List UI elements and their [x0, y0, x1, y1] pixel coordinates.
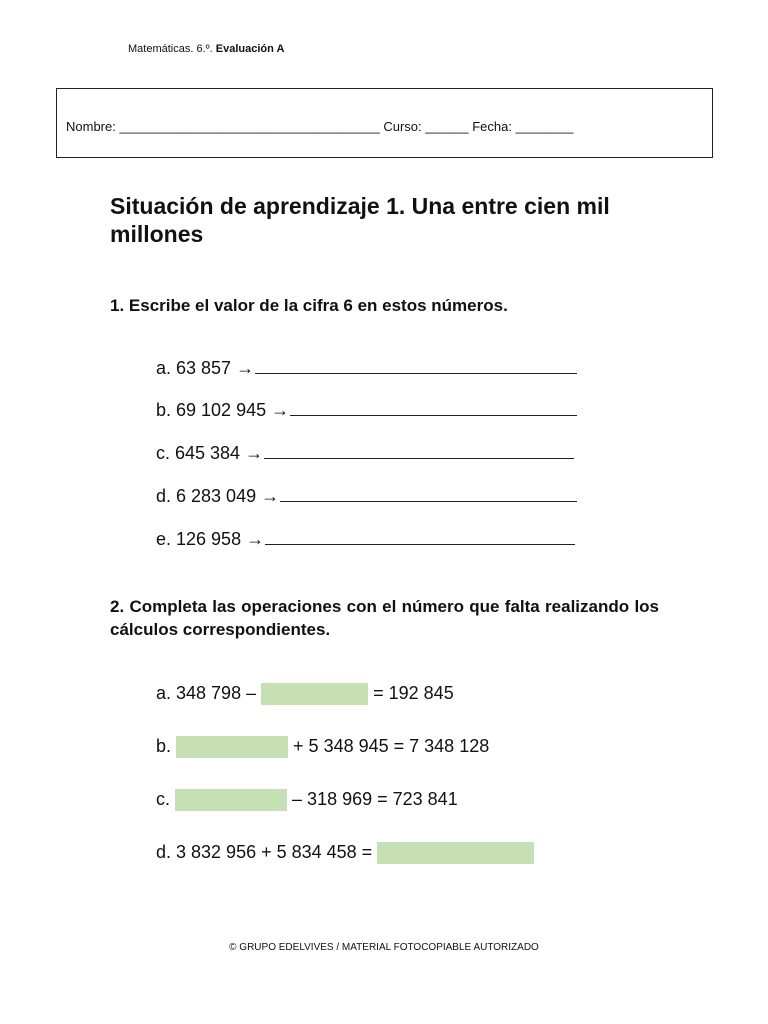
operation-right: – 318 969 = 723 841: [292, 789, 458, 809]
item-label: a. 63 857 →: [156, 358, 255, 378]
operation-right: + 5 348 945 = 7 348 128: [293, 736, 490, 756]
question-2-item-b: [156, 734, 489, 758]
question-1-item-d: [156, 483, 577, 507]
answer-box[interactable]: [261, 683, 368, 705]
item-label: c. 645 384 →: [156, 443, 264, 463]
answer-box[interactable]: [175, 789, 287, 811]
operation-left: b.: [156, 736, 172, 756]
header-subject: Matemáticas. 6.º.: [128, 43, 213, 55]
page-footer: © GRUPO EDELVIVES / MATERIAL FOTOCOPIABLE AUTORIZADO: [229, 942, 539, 953]
header-evaluation: Evaluación A: [215, 43, 285, 55]
item-label: d. 6 283 049 →: [156, 486, 280, 506]
student-info-line: Nombre: ____________________________________ Curso: ______ Fecha: ________: [66, 119, 574, 134]
page-title: Situación de aprendizaje 1. Una entre cien mil millones: [110, 193, 610, 247]
question-1-item-a: [156, 355, 577, 379]
answer-blank[interactable]: [255, 355, 577, 374]
question-1-heading: 1. Escribe el valor de la cifra 6 en estos números.: [110, 296, 508, 315]
answer-blank[interactable]: [265, 526, 575, 545]
item-label: b. 69 102 945 →: [156, 400, 290, 420]
student-info-box: [56, 88, 713, 158]
question-1-item-e: [156, 526, 575, 550]
operation-left: c.: [156, 789, 171, 809]
question-2-item-d: [156, 840, 534, 864]
answer-box[interactable]: [176, 736, 288, 758]
answer-box[interactable]: [377, 842, 534, 864]
question-2-item-a: [156, 681, 454, 705]
question-1-item-b: [156, 397, 577, 421]
answer-blank[interactable]: [290, 397, 577, 416]
item-label: e. 126 958 →: [156, 529, 265, 549]
operation-right: = 192 845: [373, 683, 454, 703]
operation-left: d. 3 832 956 + 5 834 458 =: [156, 842, 373, 862]
question-2-heading: 2. Completa las operaciones con el número que falta realizando los cálculos correspondientes.: [110, 597, 659, 639]
answer-blank[interactable]: [280, 483, 577, 502]
operation-left: a. 348 798 –: [156, 683, 257, 703]
answer-blank[interactable]: [264, 440, 574, 459]
question-2-item-c: [156, 787, 458, 811]
question-1-item-c: [156, 440, 574, 464]
page-header: [128, 43, 284, 55]
